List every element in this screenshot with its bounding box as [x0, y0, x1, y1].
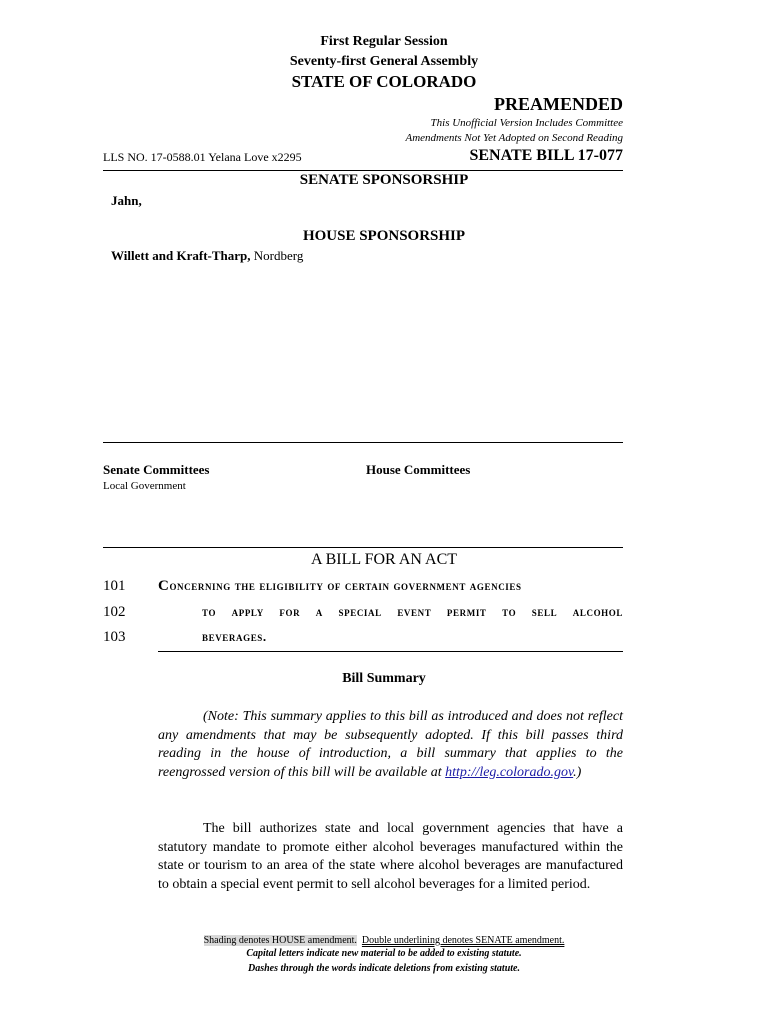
senate-amendment-legend: Double underlining denotes SENATE amendment.: [361, 935, 565, 946]
line-number: 103: [103, 629, 126, 645]
senate-committee-item: Local Government: [103, 480, 186, 492]
committees-divider: [103, 547, 623, 548]
senate-sponsorship-title: SENATE SPONSORSHIP: [299, 172, 469, 188]
house-committees-title: House Committees: [366, 462, 471, 477]
summary-body-text: The bill authorizes state and local government agencies that have a statutory mandate to promote either alcohol beverages manufactured within the state or tourism to an area of the state where alcohol beverages are manufactured to obtain a special event permit to sell alcohol beverages for a limited period.: [158, 821, 623, 892]
line-number: 102: [103, 604, 126, 620]
house-sponsors-primary: Willett and Kraft-Tharp,: [111, 248, 251, 263]
assembly-label: Seventy-first General Assembly: [289, 54, 479, 69]
summary-body: [158, 820, 623, 894]
bill-number: SENATE BILL 17-077: [469, 147, 623, 164]
sponsorship-divider: [103, 442, 623, 443]
session-label: First Regular Session: [320, 34, 448, 49]
senate-sponsors: Jahn,: [111, 193, 142, 208]
house-sponsors-secondary: Nordberg: [250, 248, 304, 263]
state-title: STATE OF COLORADO: [291, 72, 477, 91]
capital-letters-legend: Capital letters indicate new material to be added to existing statute.: [246, 948, 522, 959]
title-divider: [158, 651, 623, 652]
summary-title: Bill Summary: [342, 671, 426, 686]
bill-title-text: oncerning the eligibility of certain government agencies: [169, 578, 522, 593]
bill-title-line-1: [158, 578, 623, 595]
house-amendment-legend: Shading denotes HOUSE amendment.: [203, 935, 357, 946]
leg-colorado-link[interactable]: http://leg.colorado.gov: [445, 764, 574, 780]
summary-note-end: .): [573, 764, 582, 780]
status-note-1: This Unofficial Version Includes Committee: [430, 117, 623, 129]
bill-title-line-2: to apply for a special event permit to sell alcohol: [202, 604, 623, 619]
header-divider: [103, 170, 623, 171]
lls-number: LLS NO. 17-0588.01 Yelana Love x2295: [103, 150, 302, 164]
senate-committees-title: Senate Committees: [103, 462, 210, 477]
dashes-legend: Dashes through the words indicate deletions from existing statute.: [248, 963, 520, 974]
summary-note: [158, 708, 623, 782]
house-sponsors: [111, 248, 303, 264]
house-sponsorship-title: HOUSE SPONSORSHIP: [302, 228, 466, 244]
bill-heading: A BILL FOR AN ACT: [310, 551, 458, 568]
status-label: PREAMENDED: [494, 94, 623, 114]
bill-title-line-3: beverages.: [202, 629, 267, 644]
status-note-2: Amendments Not Yet Adopted on Second Reading: [405, 132, 623, 144]
line-number: 101: [103, 578, 126, 594]
summary-note-text: (Note: This summary applies to this bill as introduced and does not reflect any amendments that may be subsequently adopted. If this bill passes third reading in the house of introduction, a bill summary that applies to the reengrossed version of this bill will be available at: [158, 709, 623, 780]
bill-title-initial: C: [158, 578, 170, 594]
amendment-legend: [0, 935, 768, 946]
